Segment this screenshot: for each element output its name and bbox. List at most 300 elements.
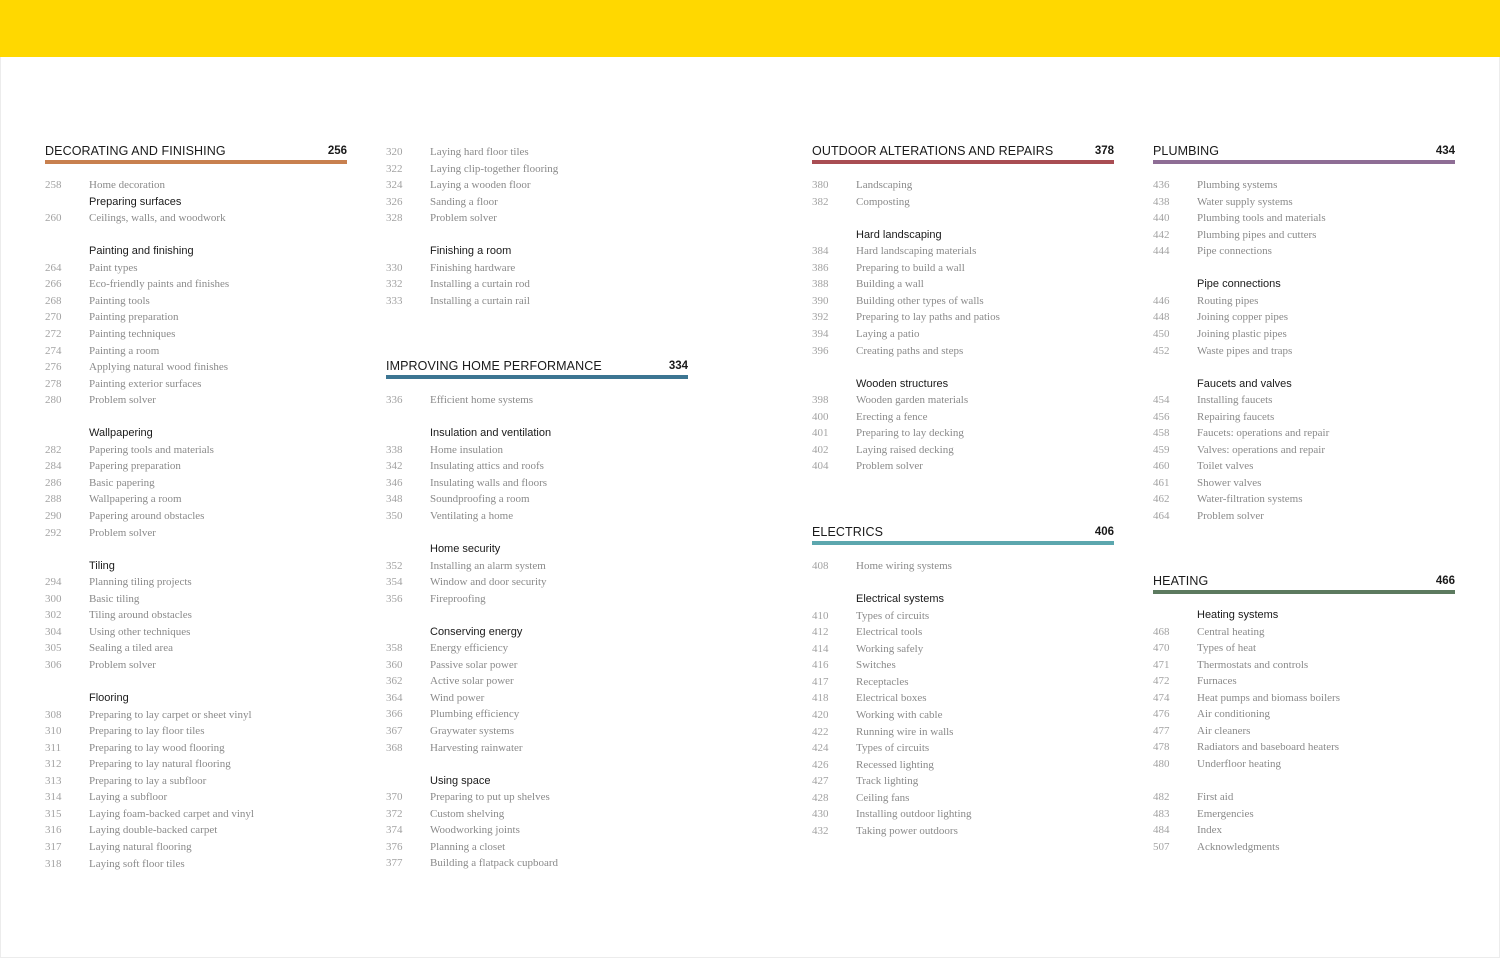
subsection-heading: Finishing a room — [430, 245, 512, 258]
entry-page-number: 476 — [1153, 708, 1170, 721]
entry-title: Building other types of walls — [856, 294, 984, 307]
toc-entry[interactable] — [812, 260, 1114, 276]
toc-entry[interactable] — [386, 789, 688, 805]
section-title: HEATING — [1153, 574, 1209, 588]
toc-entry[interactable] — [1153, 458, 1455, 474]
entry-title: Preparing to lay paths and patios — [856, 311, 1000, 324]
entry-page-number: 326 — [386, 195, 403, 208]
toc-entry[interactable] — [45, 723, 347, 739]
section-header — [1153, 573, 1455, 590]
toc-entry[interactable] — [812, 707, 1114, 723]
subsection-heading: Flooring — [89, 692, 129, 705]
entry-title: Preparing to lay decking — [856, 427, 964, 440]
entry-page-number: 314 — [45, 791, 62, 804]
toc-entry[interactable] — [386, 855, 688, 871]
subsection-heading: Electrical systems — [856, 593, 945, 606]
entry-page-number: 426 — [812, 758, 829, 771]
toc-entry[interactable] — [1153, 690, 1455, 706]
entry-title: Harvesting rainwater — [430, 741, 523, 754]
toc-entry[interactable] — [386, 442, 688, 458]
toc-entry[interactable] — [45, 343, 347, 359]
toc-entry[interactable] — [45, 773, 347, 789]
subsection-heading: Tiling — [89, 559, 115, 572]
toc-entry[interactable] — [45, 856, 347, 872]
toc-entry[interactable] — [812, 177, 1114, 193]
toc-entry[interactable] — [812, 392, 1114, 408]
toc-entry[interactable] — [386, 144, 688, 160]
entry-page-number: 422 — [812, 725, 829, 738]
entry-page-number: 412 — [812, 626, 829, 639]
entry-title: Track lighting — [856, 775, 919, 788]
entry-title: Joining plastic pipes — [1197, 327, 1287, 340]
entry-title: Acknowledgments — [1197, 840, 1280, 853]
entry-page-number: 388 — [812, 278, 829, 291]
toc-entry[interactable] — [386, 591, 688, 607]
entry-page-number: 360 — [386, 658, 403, 671]
entry-page-number: 432 — [812, 824, 829, 837]
toc-entry[interactable] — [1153, 756, 1455, 772]
entry-page-number: 461 — [1153, 476, 1170, 489]
toc-entry[interactable] — [812, 293, 1114, 309]
toc-entry[interactable] — [386, 690, 688, 706]
entry-title: Plumbing systems — [1197, 179, 1278, 191]
toc-entry[interactable] — [45, 309, 347, 325]
entry-title: Laying hard floor tiles — [430, 146, 529, 158]
toc-entry[interactable] — [812, 641, 1114, 657]
toc-entry[interactable] — [1153, 657, 1455, 673]
entry-title: Problem solver — [430, 212, 497, 225]
toc-entry[interactable] — [812, 773, 1114, 789]
entry-page-number: 366 — [386, 708, 403, 721]
entry-title: Installing outdoor lighting — [856, 808, 972, 821]
entry-page-number: 416 — [812, 659, 829, 672]
entry-title: Insulating attics and roofs — [430, 460, 544, 473]
toc-entry[interactable] — [386, 508, 688, 524]
entry-title: Preparing to lay floor tiles — [89, 725, 205, 738]
subsection-heading: Using space — [430, 774, 491, 787]
toc-entry[interactable] — [45, 607, 347, 623]
toc-entry[interactable] — [1153, 789, 1455, 805]
entry-title: Ventilating a home — [430, 509, 514, 522]
entry-page-number: 392 — [812, 311, 829, 324]
entry-title: Laying double-backed carpet — [89, 824, 218, 837]
toc-entry[interactable] — [1153, 723, 1455, 739]
toc-entry[interactable] — [812, 608, 1114, 624]
toc-entry[interactable] — [45, 756, 347, 772]
toc-entry[interactable] — [386, 161, 688, 177]
toc-entry[interactable] — [1153, 640, 1455, 656]
entry-page-number: 470 — [1153, 642, 1170, 655]
toc-entry[interactable] — [45, 491, 347, 507]
entry-page-number: 448 — [1153, 311, 1170, 324]
toc-entry[interactable] — [45, 657, 347, 673]
toc-entry[interactable] — [812, 309, 1114, 325]
entry-title: Preparing to lay natural flooring — [89, 758, 231, 771]
toc-entry[interactable] — [45, 210, 347, 226]
toc-entry[interactable] — [812, 674, 1114, 690]
toc-entry[interactable] — [812, 790, 1114, 806]
entry-title: Taking power outdoors — [856, 824, 958, 837]
entry-title: Window and door security — [430, 576, 547, 589]
section-page-number: 466 — [1435, 575, 1455, 587]
entry-page-number: 483 — [1153, 807, 1170, 820]
toc-entry[interactable] — [812, 624, 1114, 640]
subsection-heading: Heating systems — [1197, 609, 1279, 621]
entry-title: Electrical boxes — [856, 692, 927, 705]
entry-title: Finishing hardware — [430, 261, 516, 274]
toc-entry[interactable] — [45, 276, 347, 292]
entry-page-number: 286 — [45, 476, 62, 489]
section-title: PLUMBING — [1153, 144, 1220, 158]
entry-title: Laying a wooden floor — [430, 179, 531, 192]
toc-entry[interactable] — [812, 657, 1114, 673]
entry-page-number: 316 — [45, 824, 62, 837]
toc-entry[interactable] — [45, 707, 347, 723]
entry-title: Plumbing pipes and cutters — [1197, 228, 1317, 241]
entry-page-number: 440 — [1153, 212, 1170, 225]
toc-entry[interactable] — [386, 491, 688, 507]
toc-entry[interactable] — [1153, 839, 1455, 855]
toc-entry[interactable] — [812, 823, 1114, 839]
toc-entry[interactable] — [45, 458, 347, 474]
toc-entry[interactable] — [45, 740, 347, 756]
toc-entry[interactable] — [386, 558, 688, 574]
entry-title: Water-filtration systems — [1197, 493, 1303, 506]
entry-title: Papering tools and materials — [89, 443, 214, 456]
entry-page-number: 398 — [812, 394, 829, 407]
entry-page-number: 401 — [812, 427, 829, 440]
entry-title: Index — [1197, 824, 1223, 837]
entry-title: Waste pipes and traps — [1197, 344, 1293, 357]
entry-title: First aid — [1197, 791, 1234, 804]
toc-entry[interactable] — [1153, 673, 1455, 689]
entry-page-number: 356 — [386, 592, 403, 605]
subsection-heading: Conserving energy — [430, 625, 523, 638]
section-title: ELECTRICS — [812, 525, 884, 539]
entry-title: Papering preparation — [89, 460, 181, 473]
toc-entry[interactable] — [45, 839, 347, 855]
entry-page-number: 478 — [1153, 741, 1170, 754]
entry-title: Emergencies — [1197, 807, 1254, 820]
entry-title: Types of circuits — [856, 609, 930, 622]
toc-entry[interactable] — [45, 624, 347, 640]
toc-entry[interactable] — [45, 293, 347, 309]
toc-entry[interactable] — [386, 210, 688, 226]
entry-page-number: 258 — [45, 179, 62, 191]
entry-page-number: 442 — [1153, 228, 1170, 241]
toc-entry[interactable] — [45, 640, 347, 656]
toc-entry[interactable] — [386, 177, 688, 193]
toc-section — [386, 358, 688, 870]
toc-entry[interactable] — [812, 724, 1114, 740]
section-page-number: 378 — [1094, 145, 1114, 157]
entry-title: Working safely — [856, 642, 924, 655]
entry-page-number: 306 — [45, 658, 62, 671]
entry-title: Joining copper pipes — [1197, 311, 1289, 324]
toc-entry[interactable] — [1153, 194, 1455, 210]
toc-entry[interactable] — [45, 822, 347, 838]
entry-page-number: 444 — [1153, 245, 1170, 258]
toc-entry[interactable] — [1153, 293, 1455, 309]
entry-title: Fireproofing — [430, 592, 486, 605]
toc-entry[interactable] — [812, 326, 1114, 342]
toc-entry[interactable] — [45, 359, 347, 375]
toc-entry[interactable] — [1153, 177, 1455, 193]
subsection-heading: Painting and finishing — [89, 245, 194, 258]
toc-entry[interactable] — [386, 475, 688, 491]
entry-title: Problem solver — [89, 394, 156, 407]
toc-entry[interactable] — [45, 806, 347, 822]
entry-title: Valves: operations and repair — [1197, 443, 1325, 456]
toc-entry[interactable] — [812, 243, 1114, 259]
entry-title: Building a wall — [856, 278, 924, 291]
entry-page-number: 428 — [812, 791, 829, 804]
entry-title: Soundproofing a room — [430, 493, 530, 506]
entry-title: Air conditioning — [1197, 708, 1271, 721]
toc-entry[interactable] — [1153, 409, 1455, 425]
toc-entry[interactable] — [812, 740, 1114, 756]
toc-entry[interactable] — [45, 525, 347, 541]
entry-page-number: 418 — [812, 692, 829, 705]
entry-page-number: 396 — [812, 344, 829, 357]
entry-page-number: 274 — [45, 344, 62, 357]
toc-entry[interactable] — [386, 822, 688, 838]
entry-title: Preparing to build a wall — [856, 261, 965, 274]
toc-entry[interactable] — [386, 657, 688, 673]
entry-title: Painting exterior surfaces — [89, 377, 202, 390]
toc-entry[interactable] — [812, 194, 1114, 210]
entry-page-number: 480 — [1153, 757, 1170, 770]
entry-page-number: 304 — [45, 625, 62, 638]
entry-page-number: 376 — [386, 840, 403, 853]
entry-title: Hard landscaping materials — [856, 245, 977, 258]
toc-entry[interactable] — [812, 690, 1114, 706]
toc-entry[interactable] — [386, 293, 688, 309]
toc-entry[interactable] — [45, 591, 347, 607]
toc-entry[interactable] — [386, 276, 688, 292]
toc-entry[interactable] — [1153, 739, 1455, 755]
entry-title: Installing an alarm system — [430, 559, 546, 572]
entry-page-number: 420 — [812, 708, 829, 721]
toc-entry[interactable] — [386, 806, 688, 822]
entry-page-number: 438 — [1153, 195, 1170, 208]
entry-title: Repairing faucets — [1197, 410, 1275, 423]
entry-page-number: 300 — [45, 592, 62, 605]
section-page-number: 406 — [1094, 526, 1114, 538]
toc-entry[interactable] — [812, 276, 1114, 292]
entry-page-number: 507 — [1153, 840, 1170, 853]
toc-entry[interactable] — [45, 574, 347, 590]
entry-title: Laying foam-backed carpet and vinyl — [89, 807, 254, 820]
toc-entry[interactable] — [386, 673, 688, 689]
entry-title: Applying natural wood finishes — [89, 361, 229, 374]
toc-entry[interactable] — [1153, 425, 1455, 441]
entry-title: Paint types — [89, 261, 138, 274]
entry-page-number: 472 — [1153, 675, 1170, 688]
entry-page-number: 312 — [45, 758, 62, 771]
entry-page-number: 482 — [1153, 791, 1170, 804]
entry-title: Ceiling fans — [856, 791, 910, 804]
entry-title: Problem solver — [89, 526, 156, 539]
entry-page-number: 484 — [1153, 824, 1170, 837]
entry-page-number: 477 — [1153, 724, 1170, 737]
toc-entry[interactable] — [1153, 706, 1455, 722]
entry-page-number: 311 — [45, 741, 62, 754]
entry-title: Basic tiling — [89, 592, 140, 605]
toc-entry[interactable] — [1153, 343, 1455, 359]
entry-title: Energy efficiency — [430, 642, 509, 655]
entry-title: Laying a patio — [856, 327, 920, 340]
entry-page-number: 410 — [812, 609, 829, 622]
entry-page-number: 260 — [45, 212, 62, 225]
entry-title: Wind power — [430, 691, 485, 704]
toc-entry[interactable] — [1153, 806, 1455, 822]
entry-title: Basic papering — [89, 476, 155, 489]
entry-title: Woodworking joints — [430, 824, 520, 837]
entry-title: Working with cable — [856, 708, 943, 721]
toc-entry[interactable] — [812, 409, 1114, 425]
subsection-heading: Wallpapering — [89, 427, 153, 440]
entry-page-number: 380 — [812, 179, 829, 191]
subsection-heading: Insulation and ventilation — [430, 427, 552, 440]
entry-title: Thermostats and controls — [1197, 658, 1309, 671]
entry-title: Water supply systems — [1197, 195, 1293, 208]
entry-page-number: 362 — [386, 675, 403, 688]
entry-title: Laying a subfloor — [89, 791, 168, 804]
section-page-number: 434 — [1435, 145, 1455, 157]
toc-entry[interactable] — [45, 789, 347, 805]
toc-entry[interactable] — [386, 640, 688, 656]
toc-entry[interactable] — [1153, 822, 1455, 838]
subsection-heading: Hard landscaping — [856, 228, 942, 241]
entry-title: Running wire in walls — [856, 725, 954, 738]
entry-title: Routing pipes — [1197, 294, 1259, 307]
toc-entry[interactable] — [386, 706, 688, 722]
entry-page-number: 417 — [812, 675, 829, 688]
entry-title: Air cleaners — [1197, 724, 1251, 737]
entry-page-number: 280 — [45, 394, 62, 407]
entry-page-number: 336 — [386, 394, 403, 406]
toc-entry[interactable] — [386, 194, 688, 210]
entry-title: Ceilings, walls, and woodwork — [89, 212, 226, 225]
toc-entry[interactable] — [386, 260, 688, 276]
toc-entry[interactable] — [812, 458, 1114, 474]
toc-entry[interactable] — [1153, 326, 1455, 342]
toc-entry[interactable] — [1153, 624, 1455, 640]
entry-title: Electrical tools — [856, 626, 923, 639]
entry-title: Tiling around obstacles — [89, 609, 192, 622]
toc-entry[interactable] — [1153, 475, 1455, 491]
toc-entry[interactable] — [45, 442, 347, 458]
entry-title: Plumbing tools and materials — [1197, 212, 1326, 225]
toc-entry[interactable] — [812, 757, 1114, 773]
toc-entry[interactable] — [45, 326, 347, 342]
entry-title: Using other techniques — [89, 625, 191, 638]
toc-section — [812, 524, 1114, 837]
entry-title: Furnaces — [1197, 675, 1237, 688]
entry-page-number: 322 — [386, 162, 403, 175]
toc-entry[interactable] — [45, 177, 347, 193]
toc-entry[interactable] — [45, 508, 347, 524]
toc-entry[interactable] — [1153, 508, 1455, 524]
toc-entry[interactable] — [1153, 227, 1455, 243]
entry-page-number: 294 — [45, 576, 62, 589]
entry-title: Toilet valves — [1197, 460, 1254, 473]
toc-entry[interactable] — [1153, 309, 1455, 325]
toc-entry[interactable] — [812, 806, 1114, 822]
entry-page-number: 424 — [812, 742, 829, 755]
entry-page-number: 454 — [1153, 394, 1170, 407]
entry-title: Building a flatpack cupboard — [430, 857, 558, 870]
toc-entry[interactable] — [812, 425, 1114, 441]
toc-section — [812, 143, 1114, 473]
section-color-rule — [812, 160, 1114, 164]
toc-entry[interactable] — [1153, 491, 1455, 507]
toc-entry[interactable] — [386, 740, 688, 756]
entry-title: Efficient home systems — [430, 394, 534, 406]
entry-title: Wooden garden materials — [856, 394, 969, 407]
entry-title: Installing a curtain rod — [430, 278, 530, 291]
entry-page-number: 270 — [45, 311, 62, 324]
entry-page-number: 452 — [1153, 344, 1170, 357]
toc-entry[interactable] — [812, 558, 1114, 574]
toc-entry[interactable] — [386, 574, 688, 590]
entry-title: Types of heat — [1197, 642, 1257, 655]
entry-page-number: 364 — [386, 691, 403, 704]
entry-page-number: 330 — [386, 261, 403, 274]
entry-page-number: 446 — [1153, 294, 1170, 307]
toc-entry[interactable] — [45, 260, 347, 276]
entry-page-number: 315 — [45, 807, 62, 820]
toc-entry[interactable] — [45, 376, 347, 392]
toc-entry[interactable] — [386, 392, 688, 408]
toc-entry[interactable] — [1153, 442, 1455, 458]
subsection-heading: Wooden structures — [856, 377, 949, 390]
section-header — [812, 524, 1114, 541]
section-header — [1153, 143, 1455, 160]
toc-entry[interactable] — [812, 343, 1114, 359]
entry-title: Types of circuits — [856, 742, 930, 755]
entry-page-number: 372 — [386, 807, 403, 820]
entry-page-number: 358 — [386, 642, 403, 655]
toc-entry[interactable] — [45, 475, 347, 491]
section-title: IMPROVING HOME PERFORMANCE — [386, 359, 602, 373]
section-page-number: 334 — [668, 360, 688, 372]
entry-title: Faucets: operations and repair — [1197, 427, 1330, 440]
toc-entry[interactable] — [386, 458, 688, 474]
entry-page-number: 382 — [812, 195, 829, 208]
entry-page-number: 427 — [812, 775, 829, 788]
section-color-rule — [45, 160, 347, 164]
entry-page-number: 374 — [386, 824, 403, 837]
toc-entry[interactable] — [1153, 392, 1455, 408]
entry-page-number: 458 — [1153, 427, 1170, 440]
toc-entry[interactable] — [386, 723, 688, 739]
toc-entry[interactable] — [812, 442, 1114, 458]
subsection-heading: Pipe connections — [1197, 278, 1281, 291]
entry-page-number: 342 — [386, 460, 403, 473]
entry-title: Switches — [856, 659, 896, 672]
section-header — [386, 358, 688, 375]
section-page-number: 256 — [327, 145, 347, 157]
toc-entry[interactable] — [386, 839, 688, 855]
toc-section — [1153, 143, 1455, 522]
entry-title: Underfloor heating — [1197, 757, 1281, 770]
toc-entry[interactable] — [1153, 210, 1455, 226]
toc-entry[interactable] — [1153, 243, 1455, 259]
entry-page-number: 317 — [45, 841, 62, 853]
toc-entry[interactable] — [45, 392, 347, 408]
